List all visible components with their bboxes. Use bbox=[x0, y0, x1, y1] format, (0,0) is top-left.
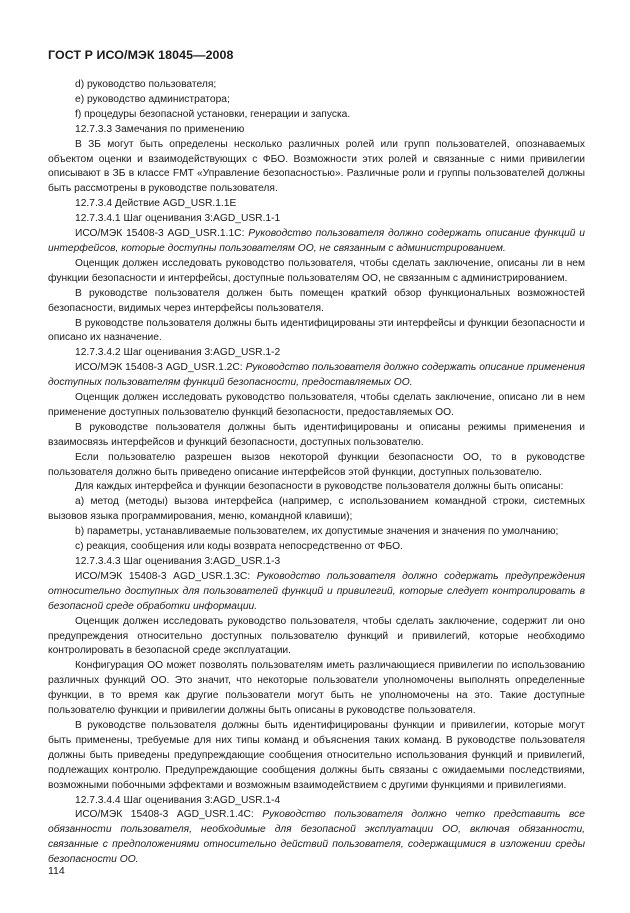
text: a) метод (методы) вызова интерфейса (например, с использованием командной строки, системных вызовов языка программирования, меню, командной клавиши); bbox=[48, 496, 585, 523]
italic-text: Руководство пользователя должно содержать предупреждения относительно доступных для пользователей функций и привилегий, которые следует контролировать в безопасной среде обработки информации. bbox=[48, 570, 585, 612]
text: 12.7.3.4.3 Шаг оценивания 3:AGD_USR.1-3 bbox=[75, 556, 281, 567]
text: В ЗБ могут быть определены несколько различных ролей или групп пользователей, опознаваемых объектом оценки и взаимодействующих с ФБО. Возможности этих ролей и связанные с ними привилегии описывают в ЗБ в классе FMT «Управление безопасностью». Различные роли и группы пользователей должны быть рассмотрены в руководстве пользователя. bbox=[48, 138, 585, 195]
paragraph bbox=[48, 451, 585, 481]
running-header: ГОСТ Р ИСО/МЭК 18045—2008 bbox=[48, 48, 234, 62]
text: В руководстве пользователя должны быть идентифицированы эти интерфейсы и функции безопасности и описано их назначение. bbox=[48, 317, 585, 344]
paragraph bbox=[48, 108, 585, 123]
paragraph bbox=[48, 808, 585, 868]
paragraph bbox=[48, 659, 585, 719]
paragraph bbox=[48, 719, 585, 794]
paragraph bbox=[48, 495, 585, 525]
text: e) руководство администратора; bbox=[75, 93, 230, 105]
paragraph bbox=[48, 212, 585, 227]
paragraph bbox=[48, 480, 585, 495]
paragraph bbox=[48, 794, 585, 809]
italic-text: Руководство пользователя должно четко представить все обязанности пользователя, необходимые для безопасной эксплуатации ОО, включая обязанности, связанные с предположениями относительно действий пользователя, содержащимися в изложении среды безопасности ОО. bbox=[48, 809, 585, 866]
text: Оценщик должен исследовать руководство пользователя, чтобы сделать заключение, содержит ли оно предупреждения относительно доступных пользователю функций и привилегий, которые необходимо контролировать в безопасной среде эксплуатации. bbox=[48, 615, 585, 657]
text: ИСО/МЭК 15408-3 AGD_USR.1.1C: bbox=[75, 228, 249, 240]
page-number: 114 bbox=[48, 865, 65, 877]
paragraph bbox=[48, 555, 585, 570]
paragraph bbox=[48, 317, 585, 347]
text: В руководстве пользователя должны быть идентифицированы функции и привилегии, которые могут быть применены, требуемые для них типы команд и объяснения таких команд. В руководстве пользователя должны быть приведены предупреждающие сообщения относительно использования функций и привилегий, подлежащих контролю. Предупреждающие сообщения должны быть связаны с ожидаемыми последствиями, возможными побочными эффектами и возможным взаимодействием с другими функциями и привилегиями. bbox=[48, 719, 585, 791]
text: c) реакция, сообщения или коды возврата непосредственно от ФБО. bbox=[75, 541, 403, 553]
paragraph bbox=[48, 257, 585, 287]
text: Оценщик должен исследовать руководство пользователя, чтобы сделать заключение, описано ли в нем применение доступных пользователю функций безопасности, предоставляемых ОО. bbox=[48, 392, 585, 418]
paragraph bbox=[48, 525, 585, 540]
text: ИСО/МЭК 15408-3 AGD_USR.1.4C: bbox=[75, 809, 263, 821]
document-body bbox=[48, 78, 585, 868]
text: В руководстве пользователя должен быть помещен краткий обзор функциональных возможностей безопасности, видимых через интерфейсы пользователя. bbox=[48, 287, 585, 314]
paragraph bbox=[48, 570, 585, 615]
text: Конфигурация ОО может позволять пользователям иметь различающиеся привилегии по использованию различных функций ОО. Это значит, что некоторые пользователи уполномочены выполнять определенные функции, в то время как другие пользователи могут быть не уполномочены на это. Такие доступные пользователю функции и привилегии должны быть описаны в руководстве пользователя. bbox=[48, 660, 585, 717]
paragraph bbox=[48, 361, 585, 391]
italic-text: Руководство пользователя должно содержать описание применения доступных пользователям функций безопасности, предоставляемых ОО. bbox=[48, 362, 585, 389]
text: Если пользователю разрешен вызов некоторой функции безопасности ОО, то в руководстве пользователя должно быть приведено описание интерфейсов этой функции, доступных пользователю. bbox=[48, 451, 585, 478]
text: d) руководство пользователя; bbox=[75, 79, 217, 90]
text: ИСО/МЭК 15408-3 AGD_USR.1.3C: bbox=[75, 570, 257, 582]
paragraph bbox=[48, 391, 585, 421]
paragraph bbox=[48, 540, 585, 555]
text: ИСО/МЭК 15408-3 AGD_USR.1.2C: bbox=[75, 362, 246, 374]
text: В руководстве пользователя должны быть идентифицированы и описаны режимы применения и взаимосвязь интерфейсов и функций безопасности, доступных пользователю. bbox=[48, 421, 585, 448]
paragraph bbox=[48, 615, 585, 660]
italic-text: Руководство пользователя должно содержать описание функций и интерфейсов, которые доступны пользователям ОО, не связанным с администрированием. bbox=[48, 228, 585, 254]
paragraph bbox=[48, 197, 585, 212]
paragraph bbox=[48, 93, 585, 108]
paragraph bbox=[48, 421, 585, 451]
text: 12.7.3.4.1 Шаг оценивания 3:AGD_USR.1-1 bbox=[75, 213, 281, 225]
paragraph bbox=[48, 227, 585, 257]
text: 12.7.3.3 Замечания по применению bbox=[75, 123, 245, 135]
text: Для каждых интерфейса и функции безопасности в руководстве пользователя должны быть описаны: bbox=[75, 481, 564, 493]
paragraph bbox=[48, 346, 585, 361]
paragraph bbox=[48, 287, 585, 317]
paragraph bbox=[48, 78, 585, 93]
text: 12.7.3.4.2 Шаг оценивания 3:AGD_USR.1-2 bbox=[75, 347, 281, 359]
paragraph bbox=[48, 123, 585, 138]
paragraph bbox=[48, 138, 585, 198]
text: f) процедуры безопасной установки, генерации и запуска. bbox=[75, 108, 351, 120]
text: Оценщик должен исследовать руководство пользователя, чтобы сделать заключение, описаны ли в нем функции безопасности и интерфейсы, доступные пользователям ОО, не связанным с администрированием. bbox=[48, 257, 585, 284]
text: 12.7.3.4 Действие AGD_USR.1.1E bbox=[75, 198, 237, 210]
text: b) параметры, устанавливаемые пользователем, их допустимые значения и значения по умолчанию; bbox=[75, 526, 559, 538]
text: 12.7.3.4.4 Шаг оценивания 3:AGD_USR.1-4 bbox=[75, 794, 281, 806]
